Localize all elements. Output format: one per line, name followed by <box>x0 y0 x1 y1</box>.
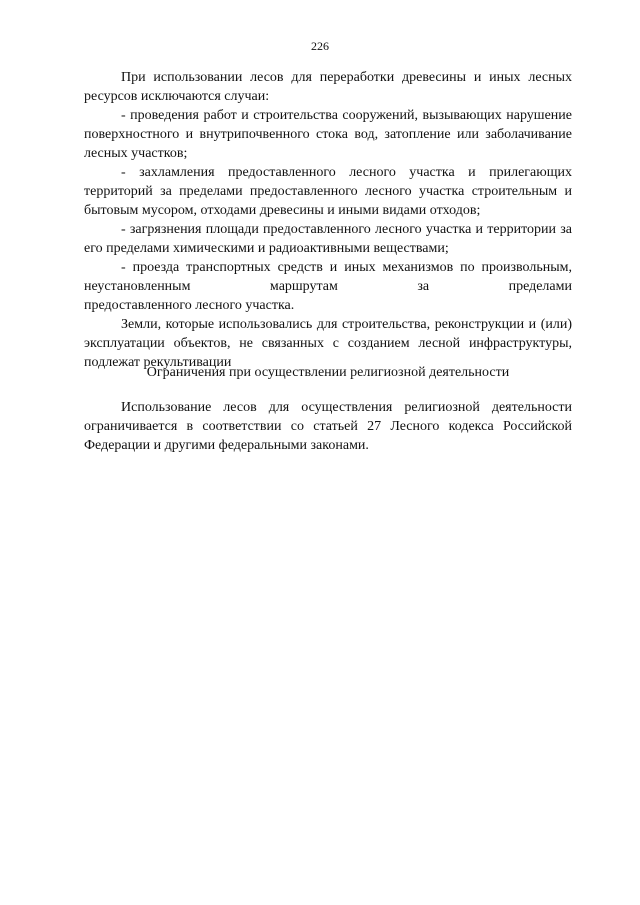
paragraph-item-vehicles: - проезда транспортных средств и иных механизмов по произвольным, неустановленным маршрутам за пределами <box>84 260 572 294</box>
paragraph-item-littering: - захламления предоставленного лесного участка и прилегающих территорий за пределами предоставленного лесного участка строительным и бытовым мусором, отходами древесины и иными видами отходов; <box>84 165 572 218</box>
paragraph-item-pollution: - загрязнения площади предоставленного лесного участка и территории за его пределами химическими и радиоактивными веществами; <box>84 222 572 256</box>
page-number: 226 <box>311 39 329 53</box>
paragraph-intro: При использовании лесов для переработки древесины и иных лесных ресурсов исключаются случаи: <box>84 70 572 104</box>
paragraph-item-drainage: - проведения работ и строительства сооружений, вызывающих нарушение поверхностного и внутрипочвенного стока вод, затопление или заболачивание лесных участков; <box>84 108 572 161</box>
paragraph-recultivation: Земли, которые использовались для строительства, реконструкции и (или) эксплуатации объектов, не связанных с созданием лесной инфраструктуры, подлежат рекультивации <box>84 317 572 370</box>
paragraph-item-vehicles-end: предоставленного лесного участка. <box>84 298 295 313</box>
religious-text-block <box>84 398 572 455</box>
restrictions-text-block <box>84 68 572 372</box>
paragraph-religious: Использование лесов для осуществления религиозной деятельности ограничивается в соответствии со статьей 27 Лесного кодекса Российской Федерации и другими федеральными законами. <box>84 400 572 453</box>
section-heading: Ограничения при осуществлении религиозной деятельности <box>146 365 510 380</box>
